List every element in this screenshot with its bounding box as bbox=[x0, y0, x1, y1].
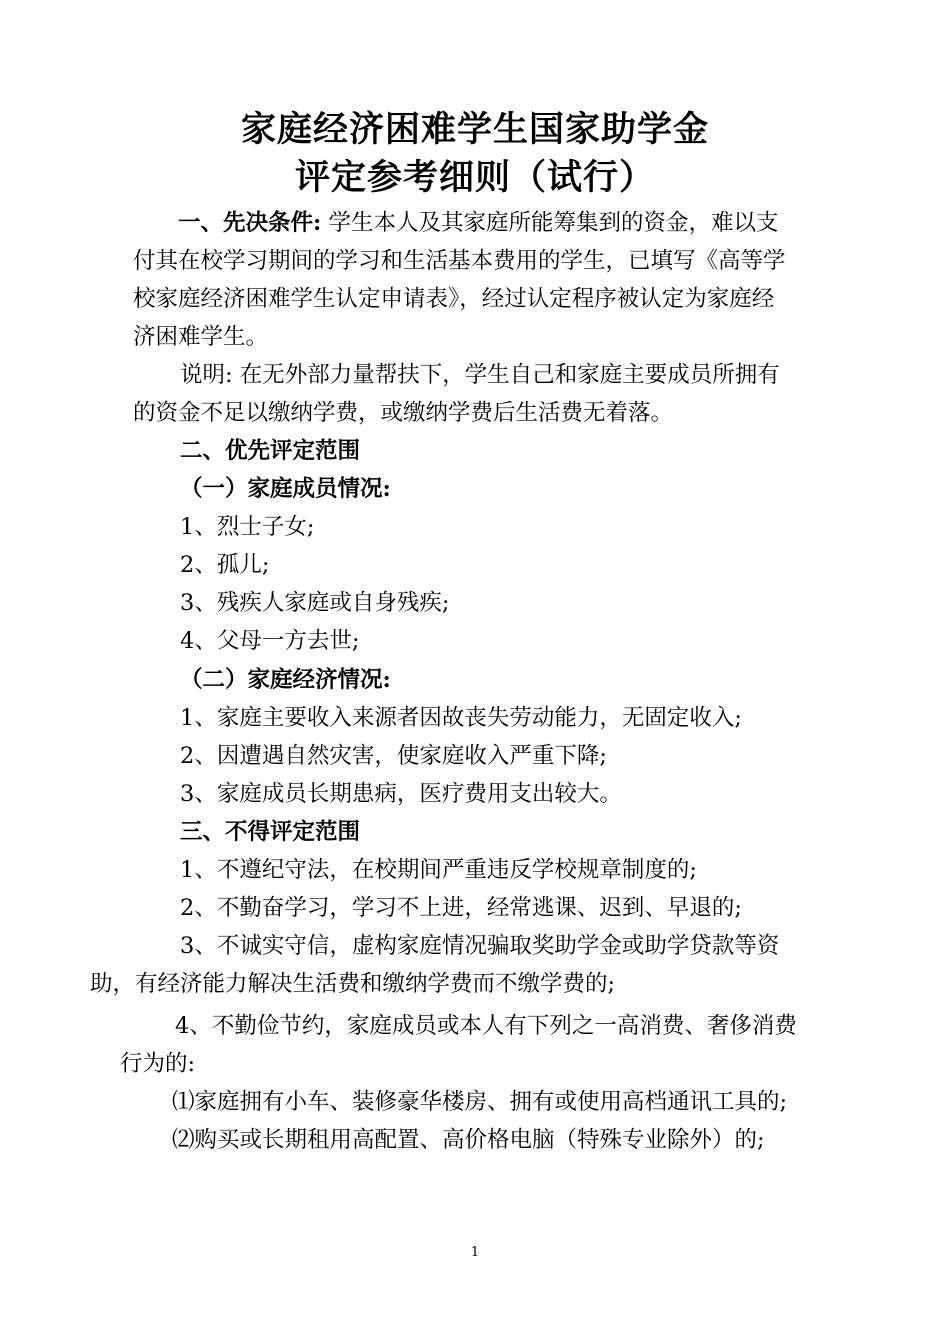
family-members-heading: （一）家庭成员情况: bbox=[180, 476, 391, 502]
family-economy-item: 3、家庭成员长期患病，医疗费用支出较大。 bbox=[180, 781, 622, 807]
document-title-line-1: 家庭经济困难学生国家助学金 bbox=[240, 109, 709, 150]
family-members-item: 2、孤儿; bbox=[180, 552, 270, 578]
family-members-item: 3、残疾人家庭或自身残疾; bbox=[180, 590, 450, 616]
prereq-line-2: 付其在校学习期间的学习和生活基本费用的学生，已填写《高等学 bbox=[133, 248, 786, 274]
note-line-1: 说明: 在无外部力量帮扶下，学生自己和家庭主要成员所拥有 bbox=[180, 362, 780, 388]
family-economy-item: 2、因遭遇自然灾害，使家庭收入严重下降; bbox=[180, 743, 607, 769]
note-line-2: 的资金不足以缴纳学费，或缴纳学费后生活费无着落。 bbox=[133, 400, 674, 426]
family-economy-item: 1、家庭主要收入来源者因故丧失劳动能力，无固定收入; bbox=[180, 705, 742, 731]
excluded-item-2: 2、不勤奋学习，学习不上进，经常逃课、迟到、早退的; bbox=[180, 895, 742, 921]
prereq-line-1 bbox=[178, 208, 778, 238]
excluded-heading: 三、不得评定范围 bbox=[180, 819, 361, 845]
document-title-line-2: 评定参考细则（试行） bbox=[294, 157, 655, 198]
family-members-item: 4、父母一方去世; bbox=[180, 628, 360, 654]
prereq-heading: 一、先决条件: bbox=[178, 210, 322, 236]
prereq-line-4: 济困难学生。 bbox=[133, 324, 269, 350]
family-members-item: 1、烈士子女; bbox=[180, 514, 315, 540]
family-economy-heading: （二）家庭经济情况: bbox=[180, 667, 391, 693]
prereq-text: 学生本人及其家庭所能筹集到的资金，难以支 bbox=[328, 210, 779, 236]
excluded-item-4-line-1: 4、不勤俭节约，家庭成员或本人有下列之一高消费、奢侈消费 bbox=[175, 1013, 797, 1039]
excluded-item-4-line-2: 行为的: bbox=[120, 1051, 196, 1077]
page-number: 1 bbox=[470, 1245, 480, 1260]
excluded-item-1: 1、不遵纪守法，在校期间严重违反学校规章制度的; bbox=[180, 857, 697, 883]
excluded-item-3-line-2: 助，有经济能力解决生活费和缴纳学费而不缴学费的; bbox=[90, 971, 616, 997]
excluded-item-4-subitem: ⑴家庭拥有小车、装修豪华楼房、拥有或使用高档通讯工具的; bbox=[172, 1089, 788, 1115]
priority-heading: 二、优先评定范围 bbox=[180, 438, 361, 464]
prereq-line-3: 校家庭经济困难学生认定申请表》，经过认定程序被认定为家庭经 bbox=[133, 286, 775, 312]
excluded-item-4-subitem: ⑵购买或长期租用高配置、高价格电脑（特殊专业除外）的; bbox=[172, 1127, 765, 1153]
excluded-item-3-line-1: 3、不诚实守信，虚构家庭情况骗取奖助学金或助学贷款等资 bbox=[180, 933, 780, 959]
